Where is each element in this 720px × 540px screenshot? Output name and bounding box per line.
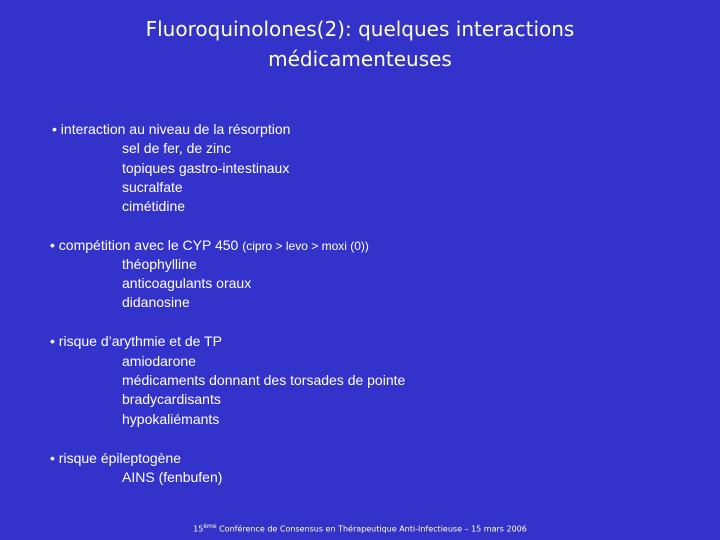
bullet-cyp450	[50, 236, 369, 256]
footer-text: Conférence de Consensus en Thérapeutique Anti-Infectieuse – 15 mars 2006	[216, 524, 527, 534]
list-item: amiodarone	[122, 353, 196, 369]
bullet-arythmie	[50, 332, 222, 351]
bullet-text: risque épileptogène	[54, 450, 182, 466]
list-item: sel de fer, de zinc	[122, 140, 231, 156]
bullet-text: interaction au niveau de la résorption	[56, 121, 291, 137]
list-item: bradycardisants	[122, 391, 221, 407]
slide-footer	[0, 521, 720, 536]
list-item: théophylline	[122, 256, 197, 272]
slide-title-line-1: Fluoroquinolones(2): quelques interactions	[145, 17, 575, 41]
bullet-marker: •	[50, 450, 55, 466]
list-item: cimétidine	[122, 198, 186, 214]
list-item: topiques gastro-intestinaux	[122, 160, 290, 176]
list-item: AINS (fenbufen)	[122, 469, 223, 485]
footer-superscript: ème	[203, 523, 217, 530]
list-item: didanosine	[122, 294, 190, 310]
bullet-text: compétition avec le CYP 450	[54, 237, 243, 253]
bullet-text: risque d’arythmie et de TP	[54, 333, 222, 349]
bullet-note: (cipro > levo > moxi (0))	[242, 239, 369, 253]
bullet-resorption	[52, 120, 290, 139]
bullet-marker: •	[50, 333, 55, 349]
list-item: médicaments donnant des torsades de pointe	[122, 372, 406, 388]
bullet-epileptogene	[50, 449, 181, 468]
bullet-marker: •	[50, 237, 55, 253]
list-item: hypokaliémants	[122, 411, 220, 427]
footer-number: 15	[193, 524, 204, 534]
slide-title-line-2: médicamenteuses	[268, 47, 452, 71]
list-item: sucralfate	[122, 179, 183, 195]
bullet-marker: •	[52, 121, 57, 137]
list-item: anticoagulants oraux	[122, 275, 252, 291]
slide-title	[60, 14, 660, 74]
